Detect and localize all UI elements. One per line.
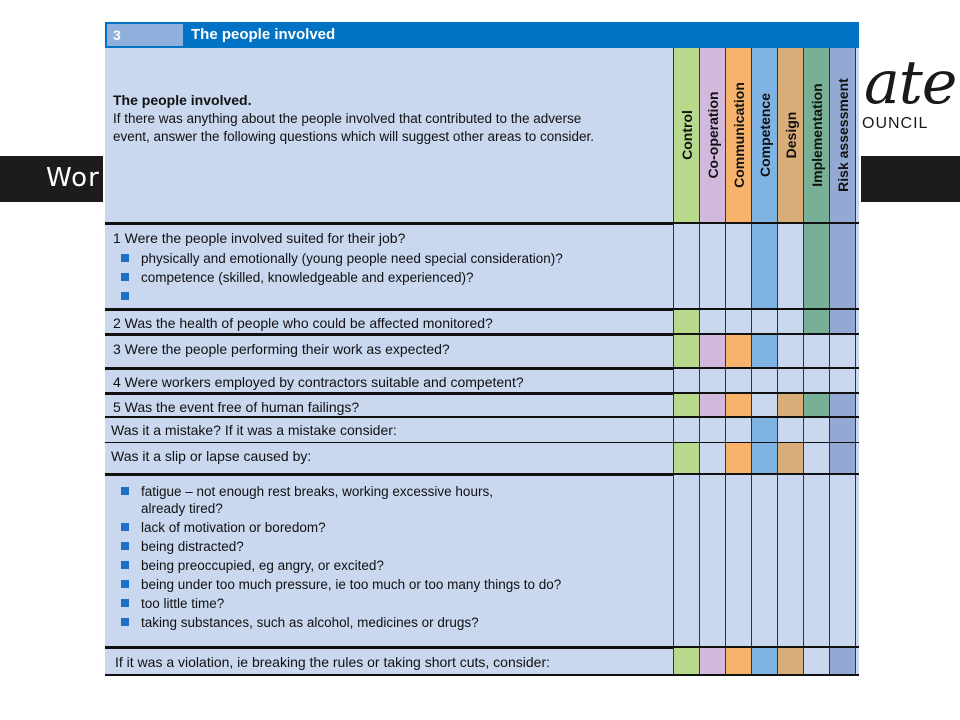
column-header-risk-assessment: Risk assessment bbox=[829, 48, 855, 223]
question-text: If it was a violation, ie breaking the rules or taking short cuts, consider: bbox=[115, 654, 550, 670]
grid-cell-r1-competence bbox=[751, 223, 777, 309]
grid-cell-r7-communication bbox=[725, 442, 751, 474]
grid-cell-r5-design bbox=[777, 393, 803, 417]
section-title: The people involved bbox=[191, 26, 336, 43]
row-divider bbox=[105, 473, 859, 475]
grid-cell-r4-risk-assessment bbox=[829, 368, 855, 393]
section-title-bar bbox=[105, 22, 859, 48]
grid-cell-r8-communication bbox=[725, 474, 751, 647]
row-divider bbox=[105, 674, 859, 676]
grid-cell-r4-communication bbox=[725, 368, 751, 393]
bullet-item: being distracted? bbox=[121, 539, 244, 554]
grid-cell-r9-design bbox=[777, 647, 803, 674]
grid-cell-r1-implementation bbox=[803, 223, 829, 309]
column-header-control: Control bbox=[673, 48, 699, 223]
question-text: Was it a slip or lapse caused by: bbox=[111, 448, 312, 464]
bullet-square-icon bbox=[121, 523, 129, 531]
grid-cell-r9-communication bbox=[725, 647, 751, 674]
grid-cell-r5-control bbox=[673, 393, 699, 417]
question-row-2 bbox=[105, 309, 673, 334]
grid-cell-r6-communication bbox=[725, 417, 751, 442]
column-header-implementation: Implementation bbox=[803, 48, 829, 223]
column-header-communication: Communication bbox=[725, 48, 751, 223]
intro-heading: The people involved. bbox=[113, 92, 252, 108]
grid-cell-r2-design bbox=[777, 309, 803, 334]
grid-cell-r7-control bbox=[673, 442, 699, 474]
checklist-document bbox=[103, 20, 861, 676]
row-divider bbox=[105, 222, 859, 224]
grid-cell-r3-risk-assessment bbox=[829, 334, 855, 368]
bullet-square-icon bbox=[121, 561, 129, 569]
grid-cell-r5-communication bbox=[725, 393, 751, 417]
grid-cell-r7-design bbox=[777, 442, 803, 474]
grid-cell-r7-risk-assessment bbox=[829, 442, 855, 474]
slide-title-text: Wor bbox=[46, 163, 100, 193]
column-header-design: Design bbox=[777, 48, 803, 223]
grid-cell-r3-communication bbox=[725, 334, 751, 368]
grid-cell-r6-implementation bbox=[803, 417, 829, 442]
grid-cell-r2-co-operation bbox=[699, 309, 725, 334]
grid-cell-r6-co-operation bbox=[699, 417, 725, 442]
column-header-competence: Competence bbox=[751, 48, 777, 223]
grid-cell-r9-risk-assessment bbox=[829, 647, 855, 674]
grid-cell-r1-design bbox=[777, 223, 803, 309]
grid-cell-r4-control bbox=[673, 368, 699, 393]
bullet-square-icon bbox=[121, 542, 129, 550]
grid-cell-r9-implementation bbox=[803, 647, 829, 674]
grid-cell-r7-competence bbox=[751, 442, 777, 474]
grid-cell-r7-implementation bbox=[803, 442, 829, 474]
grid-cell-r8-competence bbox=[751, 474, 777, 647]
bullet-square-icon bbox=[121, 599, 129, 607]
column-header-co-operation: Co-operation bbox=[699, 48, 725, 223]
grid-cell-r8-co-operation bbox=[699, 474, 725, 647]
grid-cell-r8-design bbox=[777, 474, 803, 647]
row-divider bbox=[105, 367, 859, 369]
grid-cell-r2-implementation bbox=[803, 309, 829, 334]
grid-cell-r8-implementation bbox=[803, 474, 829, 647]
grid-cell-r5-competence bbox=[751, 393, 777, 417]
row-divider bbox=[105, 646, 859, 648]
grid-right-border bbox=[855, 48, 859, 674]
grid-cell-r1-communication bbox=[725, 223, 751, 309]
grid-cell-r6-control bbox=[673, 417, 699, 442]
question-row-5 bbox=[105, 393, 673, 417]
question-row-4 bbox=[105, 368, 673, 393]
grid-cell-r7-co-operation bbox=[699, 442, 725, 474]
bullet-square-icon bbox=[121, 292, 129, 300]
mistake-row bbox=[105, 417, 673, 442]
question-text: Was it a mistake? If it was a mistake consider: bbox=[111, 422, 397, 438]
question-text: 5 Was the event free of human failings? bbox=[113, 399, 360, 415]
question-row-3 bbox=[105, 334, 673, 368]
grid-cell-r1-control bbox=[673, 223, 699, 309]
bullet-square-icon bbox=[121, 618, 129, 626]
grid-cell-r4-competence bbox=[751, 368, 777, 393]
question-row-1 bbox=[105, 223, 673, 309]
grid-cell-r6-risk-assessment bbox=[829, 417, 855, 442]
grid-cell-r3-competence bbox=[751, 334, 777, 368]
row-divider bbox=[105, 442, 859, 443]
grid-cell-r5-co-operation bbox=[699, 393, 725, 417]
grid-cell-r3-control bbox=[673, 334, 699, 368]
question-text: 2 Was the health of people who could be affected monitored? bbox=[113, 315, 493, 331]
council-logo-subtitle: OUNCIL bbox=[862, 115, 929, 132]
grid-cell-r1-risk-assessment bbox=[829, 223, 855, 309]
grid-cell-r1-co-operation bbox=[699, 223, 725, 309]
intro-body-line2: event, answer the following questions which will suggest other areas to consider. bbox=[113, 129, 595, 144]
grid-cell-r4-implementation bbox=[803, 368, 829, 393]
bullet-item: competence (skilled, knowledgeable and experienced)? bbox=[121, 270, 473, 285]
row-divider bbox=[105, 392, 859, 394]
bullet-item: being under too much pressure, ie too much or too many things to do? bbox=[121, 577, 561, 592]
intro-body-line1: If there was anything about the people involved that contributed to the adverse bbox=[113, 111, 582, 126]
slip-causes-row bbox=[105, 474, 673, 647]
bullet-square-icon bbox=[121, 580, 129, 588]
bullet-item: physically and emotionally (young people need special consideration)? bbox=[121, 251, 563, 266]
grid-cell-r9-control bbox=[673, 647, 699, 674]
row-divider bbox=[105, 333, 859, 335]
bullet-item bbox=[121, 289, 141, 304]
grid-cell-r4-co-operation bbox=[699, 368, 725, 393]
grid-cell-r9-co-operation bbox=[699, 647, 725, 674]
bullet-square-icon bbox=[121, 487, 129, 495]
grid-cell-r4-design bbox=[777, 368, 803, 393]
violation-row bbox=[105, 647, 673, 674]
grid-cell-r3-design bbox=[777, 334, 803, 368]
slip-lapse-row bbox=[105, 442, 673, 474]
grid-cell-r8-risk-assessment bbox=[829, 474, 855, 647]
question-text: 1 Were the people involved suited for their job? bbox=[113, 230, 406, 246]
intro-row bbox=[105, 48, 673, 223]
question-text: 3 Were the people performing their work as expected? bbox=[113, 341, 450, 357]
bullet-item: too little time? bbox=[121, 596, 224, 611]
grid-cell-r6-competence bbox=[751, 417, 777, 442]
bullet-item-continuation: already tired? bbox=[141, 501, 223, 516]
row-divider bbox=[105, 308, 859, 310]
grid-cell-r8-control bbox=[673, 474, 699, 647]
row-divider bbox=[105, 416, 859, 418]
grid-cell-r2-competence bbox=[751, 309, 777, 334]
question-text: 4 Were workers employed by contractors suitable and competent? bbox=[113, 374, 524, 390]
grid-cell-r6-design bbox=[777, 417, 803, 442]
bullet-item: fatigue – not enough rest breaks, working excessive hours, bbox=[121, 484, 493, 499]
grid-cell-r3-implementation bbox=[803, 334, 829, 368]
grid-cell-r2-communication bbox=[725, 309, 751, 334]
bullet-item: taking substances, such as alcohol, medicines or drugs? bbox=[121, 615, 479, 630]
grid-cell-r5-risk-assessment bbox=[829, 393, 855, 417]
grid-cell-r9-competence bbox=[751, 647, 777, 674]
bullet-square-icon bbox=[121, 273, 129, 281]
bullet-item: lack of motivation or boredom? bbox=[121, 520, 326, 535]
section-number: 3 bbox=[107, 24, 183, 46]
council-logo-word: ate bbox=[864, 48, 957, 118]
bullet-item: being preoccupied, eg angry, or excited? bbox=[121, 558, 384, 573]
grid-cell-r2-risk-assessment bbox=[829, 309, 855, 334]
grid-cell-r5-implementation bbox=[803, 393, 829, 417]
grid-cell-r3-co-operation bbox=[699, 334, 725, 368]
grid-cell-r2-control bbox=[673, 309, 699, 334]
bullet-square-icon bbox=[121, 254, 129, 262]
